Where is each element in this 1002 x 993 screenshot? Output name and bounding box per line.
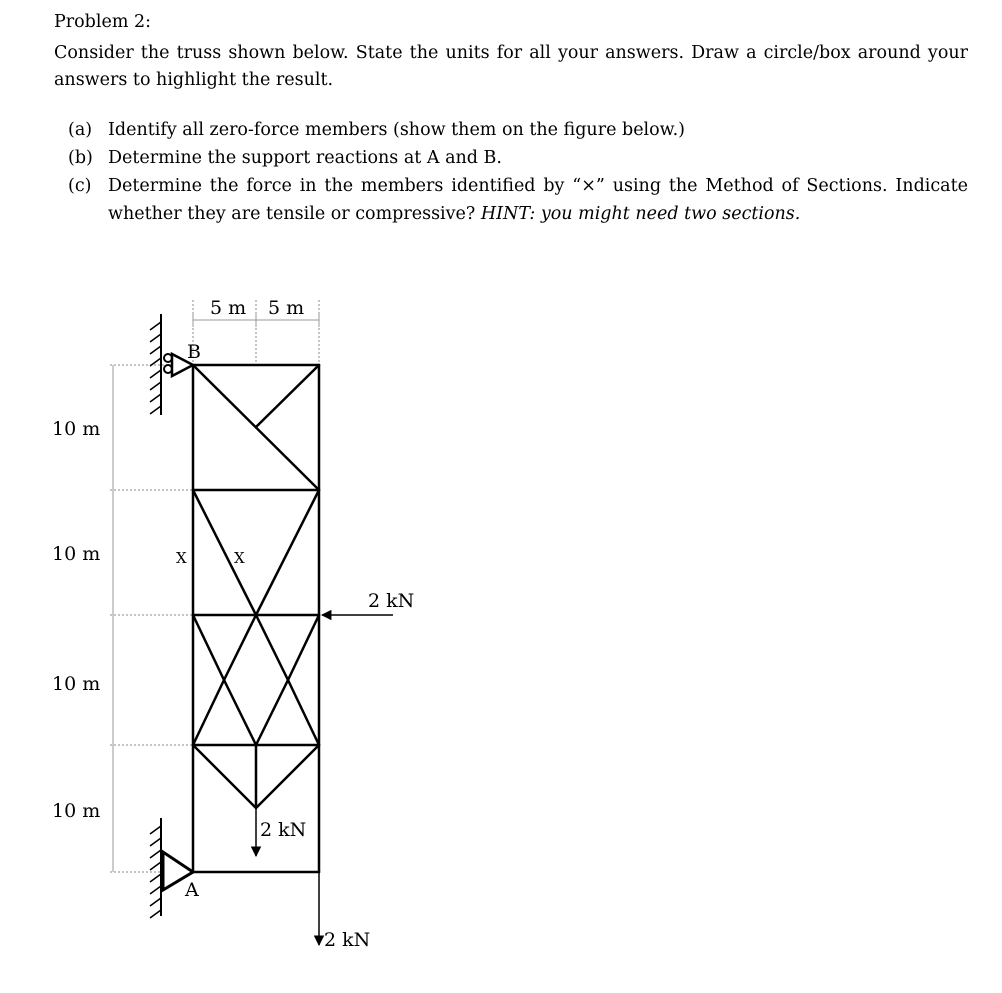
member-p2-right (256, 490, 319, 615)
part-b-text: Determine the support reactions at A and B. (108, 148, 502, 168)
load-bottom-label: 2 kN (324, 929, 371, 951)
load-inner-label: 2 kN (260, 819, 307, 841)
truss-members (193, 365, 319, 872)
loads (256, 615, 393, 945)
member-p4-right (256, 745, 319, 808)
dim-left-2: 10 m (52, 543, 101, 565)
part-c-text: Determine the force in the members identified by “×” using the Method of Sections. Indicate whether they are tensile or compressive? (108, 176, 968, 224)
member-p3-g (256, 680, 288, 745)
member-mark-diagonal: X (234, 549, 245, 567)
part-a-text: Identify all zero-force members (show them on the figure below.) (108, 120, 685, 140)
member-p3-d (288, 680, 319, 745)
problem-intro: Consider the truss shown below. State the units for all your answers. Draw a circle/box around your answers to highlight the result. (54, 43, 968, 90)
member-p2-left (193, 490, 256, 615)
support-a-label: A (185, 879, 199, 901)
part-b-label: (b) (68, 148, 93, 168)
dim-top-right: 5 m (268, 297, 305, 319)
member-p3-h (288, 615, 319, 680)
dim-top-left: 5 m (210, 297, 247, 319)
support-a (150, 818, 193, 918)
part-c-hint: HINT: you might need two sections. (480, 204, 801, 224)
load-horizontal-label: 2 kN (368, 590, 415, 612)
member-p3-c (256, 615, 288, 680)
dim-left-3: 10 m (52, 673, 101, 695)
member-p3-a (193, 680, 224, 745)
part-c-label: (c) (68, 176, 92, 196)
member-mark-left: X (176, 549, 187, 567)
member-p4-left (193, 745, 256, 808)
dim-left-4: 10 m (52, 800, 101, 822)
member-p1-half-diag (256, 365, 319, 427)
support-b (150, 314, 193, 415)
member-p3-b (224, 615, 256, 680)
dim-left-1: 10 m (52, 418, 101, 440)
member-p3-e (193, 615, 224, 680)
member-p3-f (224, 680, 256, 745)
support-b-label: B (187, 341, 201, 363)
problem-title: Problem 2: (54, 12, 152, 32)
part-a-label: (a) (68, 120, 93, 140)
